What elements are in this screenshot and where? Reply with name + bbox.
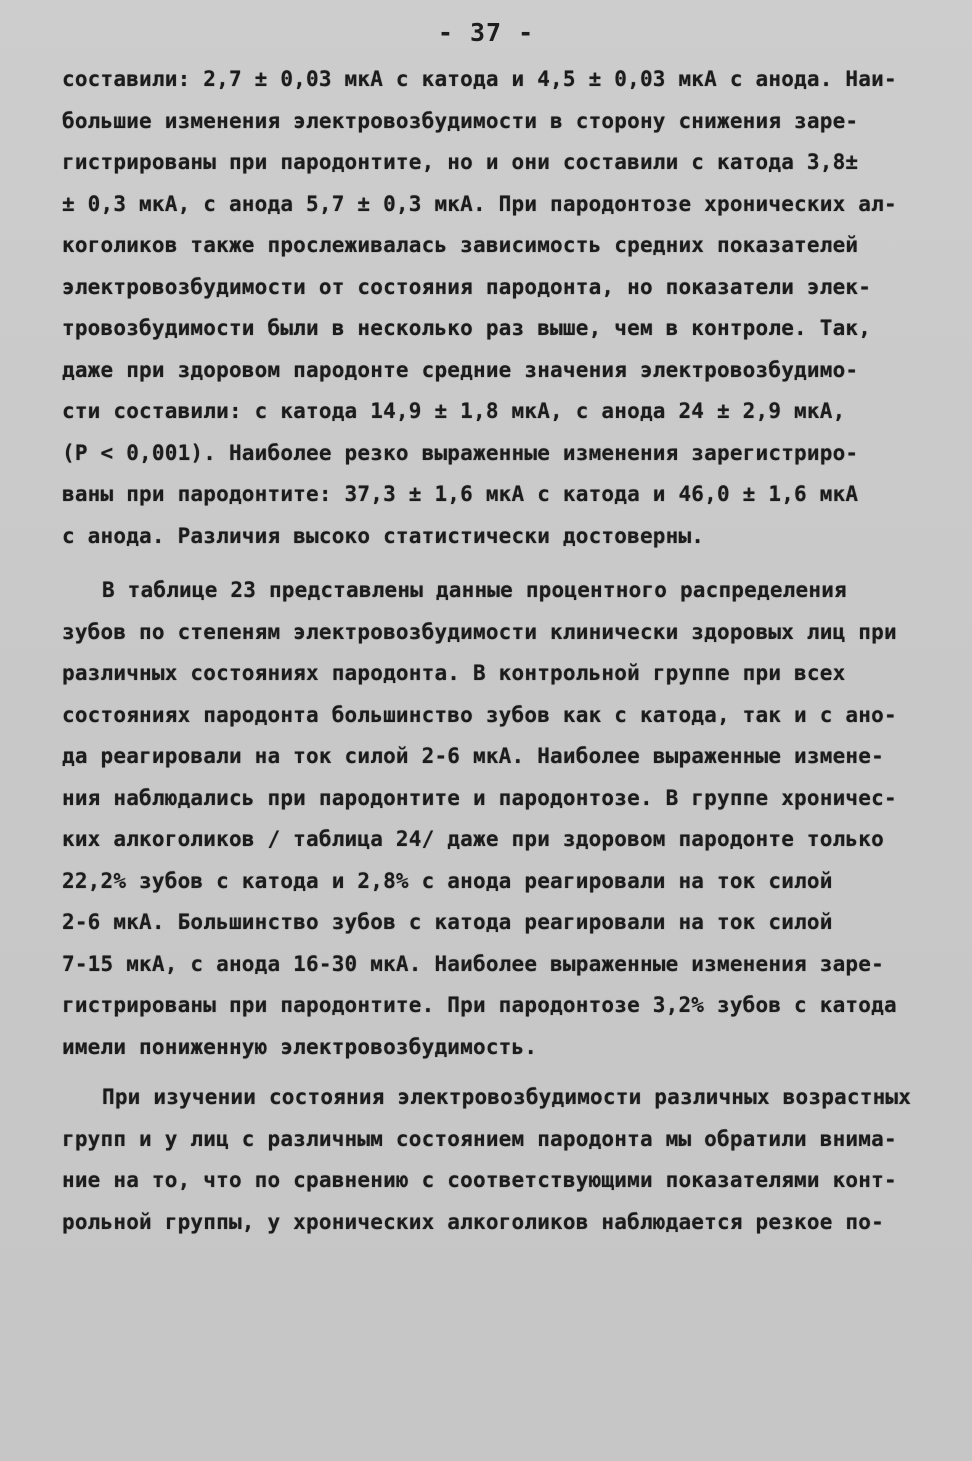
text-line: ваны при пародонтите: 37,3 ± 1,6 мкА с катода и 46,0 ± 1,6 мкА — [62, 482, 859, 506]
text-line: В таблице 23 представлены данные процентного распределения — [102, 578, 847, 602]
text-line: коголиков также прослеживалась зависимость средних показателей — [62, 233, 859, 257]
text-line: гистрированы при пародонтите, но и они составили с катода 3,8± — [62, 150, 859, 174]
text-line: различных состояниях пародонта. В контрольной группе при всех — [62, 661, 846, 685]
paragraph-3 — [62, 1077, 912, 1243]
text-line: даже при здоровом пародонте средние значения электровозбудимо- — [62, 357, 859, 382]
text-line: да реагировали на ток силой 2-6 мкА. Наиболее выраженные измене- — [62, 744, 884, 768]
text-line: рольной группы, у хронических алкоголиков наблюдается резкое по- — [62, 1209, 884, 1234]
page-number: - 37 - — [437, 18, 535, 47]
text-line: имели пониженную электровозбудимость. — [62, 1034, 538, 1059]
text-line: зубов по степеням электровозбудимости клинически здоровых лиц при — [62, 619, 897, 644]
text-line: групп и у лиц с различным состоянием пародонта мы обратили внима- — [62, 1126, 897, 1151]
text-line: 2-6 мкА. Большинство зубов с катода реагировали на ток силой — [62, 910, 833, 934]
text-line: сти составили: с катода 14,9 ± 1,8 мкА, с анода 24 ± 2,9 мкА, — [62, 399, 846, 423]
text-line: (Р < 0,001). Наиболее резко выраженные изменения зарегистриро- — [62, 440, 859, 465]
text-line: 22,2% зубов с катода и 2,8% с анода реагировали на ток силой — [62, 868, 833, 893]
text-line: При изучении состояния электровозбудимости различных возрастных — [102, 1085, 912, 1109]
text-line: с анода. Различия высоко статистически достоверны. — [62, 523, 705, 548]
text-line: составили: 2,7 ± 0,03 мкА с катода и 4,5 ± 0,03 мкА с анода. Наи- — [62, 67, 897, 91]
paragraph-2 — [62, 570, 912, 1068]
text-line: большие изменения электровозбудимости в сторону снижения заре- — [62, 108, 859, 133]
text-line: ния наблюдались при пародонтите и пародонтозе. В группе хроничес- — [62, 785, 897, 810]
text-line: ких алкоголиков / таблица 24/ даже при здоровом пародонте только — [62, 827, 884, 851]
text-line: тровозбудимости были в несколько раз выше, чем в контроле. Так, — [62, 316, 872, 340]
text-line: ние на то, что по сравнению с соответствующими показателями конт- — [62, 1168, 897, 1192]
text-line: электровозбудимости от состояния пародонта, но показатели элек- — [62, 274, 872, 299]
text-line: состояниях пародонта большинство зубов как с катода, так и с ано- — [62, 702, 897, 727]
text-line: ± 0,3 мкА, с анода 5,7 ± 0,3 мкА. При пародонтозе хронических ал- — [62, 191, 897, 216]
text-line: 7-15 мкА, с анода 16-30 мкА. Наиболее выраженные изменения заре- — [62, 951, 884, 976]
text-line: гистрированы при пародонтите. При пародонтозе 3,2% зубов с катода — [62, 993, 897, 1017]
paragraph-1 — [62, 59, 912, 557]
